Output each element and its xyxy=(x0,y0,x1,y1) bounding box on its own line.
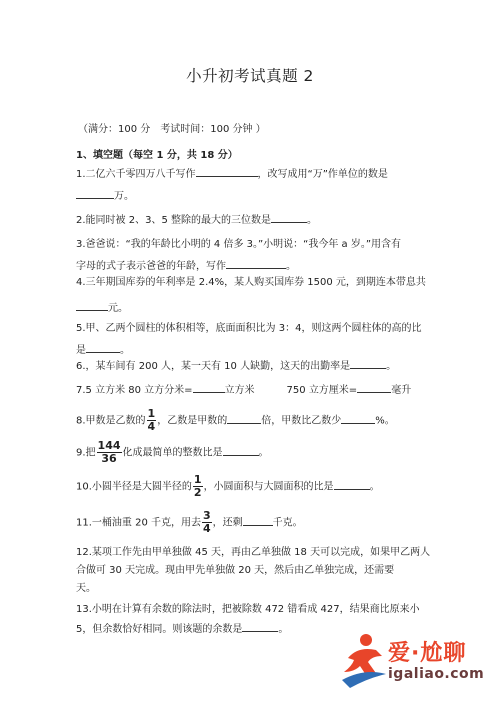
q9-text-a: 9.把 xyxy=(76,447,96,459)
question-4 xyxy=(76,272,446,320)
q8-text-a: 8.甲数是乙数的 xyxy=(76,415,146,427)
q10-text-b: ，小圆面积与大圆面积的比是 xyxy=(203,481,334,493)
q11-text-a: 11.一桶油重 20 千克，用去 xyxy=(76,517,201,529)
answer-blank xyxy=(196,165,258,177)
q1-text-c: 万。 xyxy=(114,191,134,202)
q1-text-a: 1.二亿六千零四万八千写作 xyxy=(76,169,196,180)
q8-text-d: %。 xyxy=(375,415,395,427)
q7-text-c: 750 立方厘米= xyxy=(286,385,358,396)
question-10 xyxy=(76,474,446,499)
answer-blank xyxy=(226,257,286,269)
q8-text-c: 倍，甲数比乙数少 xyxy=(261,415,342,427)
answer-blank xyxy=(271,211,307,223)
answer-blank xyxy=(193,381,225,393)
fraction-numerator: 1 xyxy=(147,407,156,420)
q10-text-c: 。 xyxy=(369,481,380,493)
q12-text-a: 12.某项工作先由甲单独做 45 天，再由乙单独做 18 天可以完成，如果甲乙两人 xyxy=(76,547,431,558)
fraction-denominator: 36 xyxy=(101,452,117,465)
answer-blank xyxy=(86,341,120,353)
fraction-numerator: 144 xyxy=(97,439,121,452)
q8-text-b: ，乙数是甲数的 xyxy=(157,415,228,427)
answer-blank xyxy=(223,444,259,456)
fraction-denominator: 4 xyxy=(203,522,211,535)
q3-text-a: 3.爸爸说：“我的年龄比小明的 4 倍多 3。”小明说：“我今年 a 岁。”用含有 xyxy=(76,239,402,250)
fraction-denominator: 2 xyxy=(193,486,202,499)
answer-blank xyxy=(357,381,391,393)
question-1 xyxy=(76,164,446,208)
question-11 xyxy=(76,510,446,535)
fraction xyxy=(193,474,203,499)
question-2 xyxy=(76,210,446,232)
q5-text-c: 。 xyxy=(120,345,130,356)
q11-text-c: 千克。 xyxy=(272,517,303,529)
q13-text-a: 13.小明在计算有余数的除法时，把被除数 472 错看成 427，结果商比原来小 xyxy=(76,604,420,615)
q12-text-c: 天。 xyxy=(76,583,96,594)
page-title: 小升初考试真题 2 xyxy=(186,67,314,85)
watermark-url: igaliao.com xyxy=(388,666,485,682)
answer-blank xyxy=(76,187,114,199)
watermark-title: 爱·尬聊 xyxy=(388,641,467,666)
fraction xyxy=(97,440,122,465)
exam-meta: （满分：100 分 考试时间：100 分钟 ） xyxy=(78,124,266,135)
fraction-numerator: 1 xyxy=(193,473,202,486)
fraction-denominator: 4 xyxy=(147,420,156,433)
q10-text-a: 10.小圆半径是大圆半径的 xyxy=(76,481,192,493)
q13-text-b: 5，但余数恰好相同。则该题的余数是 xyxy=(76,624,243,635)
answer-blank xyxy=(243,514,273,526)
q6-text-a: 6.，某车间有 200 人，某一天有 10 人缺勤，这天的出勤率是 xyxy=(76,361,351,372)
q11-text-b: ，还剩 xyxy=(212,517,243,529)
answer-blank xyxy=(76,299,108,311)
answer-blank xyxy=(341,412,375,424)
answer-blank xyxy=(350,357,386,369)
answer-blank xyxy=(334,478,370,490)
q9-text-b: 化成最简单的整数比是 xyxy=(122,447,223,459)
q2-text-a: 2.能同时被 2、3、5 整除的最大的三位数是 xyxy=(76,215,271,226)
q3-text-c: 。 xyxy=(286,261,296,272)
q7-text-a: 7.5 立方米 80 立方分米= xyxy=(76,385,193,396)
section-heading: 1、填空题（每空 1 分，共 18 分） xyxy=(76,150,238,161)
q9-text-c: 。 xyxy=(258,447,269,459)
q4-text-b: 元。 xyxy=(108,303,128,314)
question-9 xyxy=(76,440,446,465)
q13-text-c: 。 xyxy=(278,624,289,635)
q6-text-b: 。 xyxy=(386,361,397,372)
q5-text-a: 5.甲、乙两个圆柱的体积相等，底面面积比为 3：4，则这两个圆柱体的高的比 xyxy=(76,323,422,334)
q12-text-b: 合做可 30 天完成。现由甲先单独做 20 天，然后由乙单独完成，还需要 xyxy=(76,565,395,576)
q5-text-b: 是 xyxy=(76,345,86,356)
q7-text-d: 毫升 xyxy=(391,385,412,396)
q7-text-b: 立方米 xyxy=(224,385,255,396)
question-6 xyxy=(76,356,446,378)
question-12 xyxy=(76,544,446,598)
answer-blank xyxy=(242,620,278,632)
answer-blank xyxy=(227,412,261,424)
question-8 xyxy=(76,408,446,433)
q3-text-b: 字母的式子表示爸爸的年龄，写作 xyxy=(76,261,226,272)
fraction xyxy=(147,408,157,433)
question-7 xyxy=(76,380,446,402)
q2-text-b: 。 xyxy=(307,215,317,226)
fraction-numerator: 3 xyxy=(203,509,211,522)
q1-text-b: ，改写成用“万”作单位的数是 xyxy=(257,169,388,180)
fraction xyxy=(202,510,212,535)
q4-text-a: 4.三年期国库券的年利率是 2.4%，某人购买国库券 1500 元，到期连本带息共 xyxy=(76,277,426,288)
